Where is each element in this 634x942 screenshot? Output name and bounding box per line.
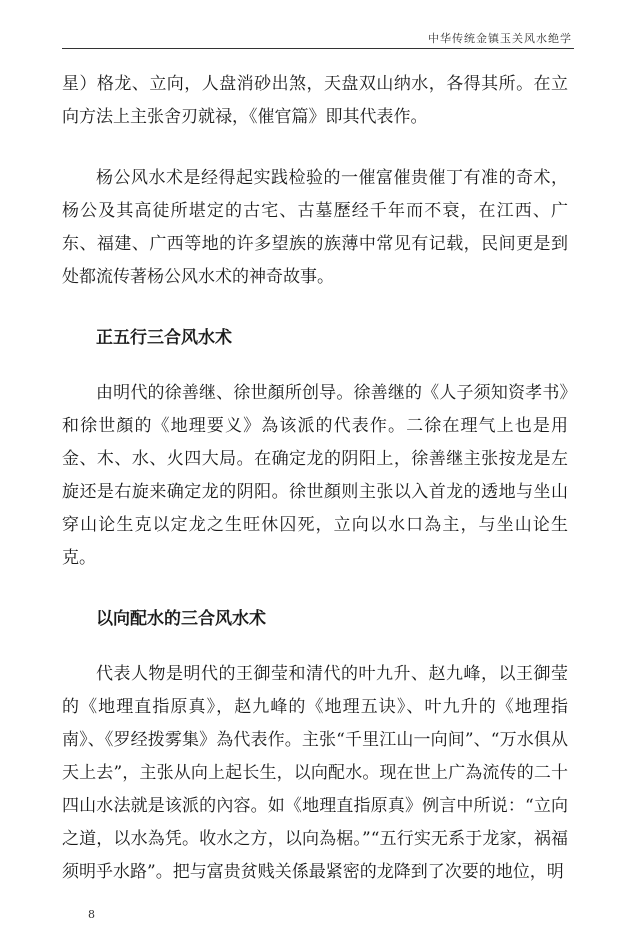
section-heading-2: 以向配水的三合风水术	[96, 609, 266, 629]
paragraph-2: 杨公风水术是经得起实践检验的一催富催贵催丁有准的奇术，杨公及其高徒所堪定的古宅、古墓歷经千年而不衰，在江西、广东、福建、广西等地的许多望族的族薄中常见有记载，民间更是到处都流传著杨公风水术的神奇故事。	[62, 168, 568, 287]
paragraph-3: 由明代的徐善继、徐世顏所创导。徐善继的《人子须知资孝书》和徐世顏的《地理要义》為该派的代表作。二徐在理气上也是用金、木、水、火四大局。在确定龙的阴阳上，徐善继主张按龙是左旋还是右旋来确定龙的阴阳。徐世顏则主张以入首龙的透地与坐山穿山论生克以定龙之生旺休囚死，立向以水口為主，与坐山论生克。	[62, 383, 568, 568]
page-body	[62, 68, 568, 889]
paragraph-1: 星）格龙、立向，人盘消砂出煞，天盘双山纳水，各得其所。在立向方法上主张舍刃就禄，《催官篇》即其代表作。	[62, 74, 568, 127]
paragraph-4: 代表人物是明代的王御莹和清代的叶九升、赵九峰，以王御莹的《地理直指原真》，赵九峰的《地理五诀》、叶九升的《地理指南》、《罗经拨雾集》為代表作。主张“千里江山一向间”、“万水俱从天上去”，主张从向上起长生，以向配水。现在世上广為流传的二十四山水法就是该派的內容。如《地理直指原真》例言中所说：“立向之道，以水為凭。收水之方，以向為椐。”“五行实无系于龙家，祸福须明乎水路”。把与富贵贫贱关係最紧密的龙降到了次要的地位，明	[62, 664, 568, 882]
page-number: 8	[88, 908, 95, 921]
section-heading-1: 正五行三合风水术	[96, 328, 232, 348]
running-header-title: 中华传统金镇玉关风水绝学	[428, 32, 572, 45]
